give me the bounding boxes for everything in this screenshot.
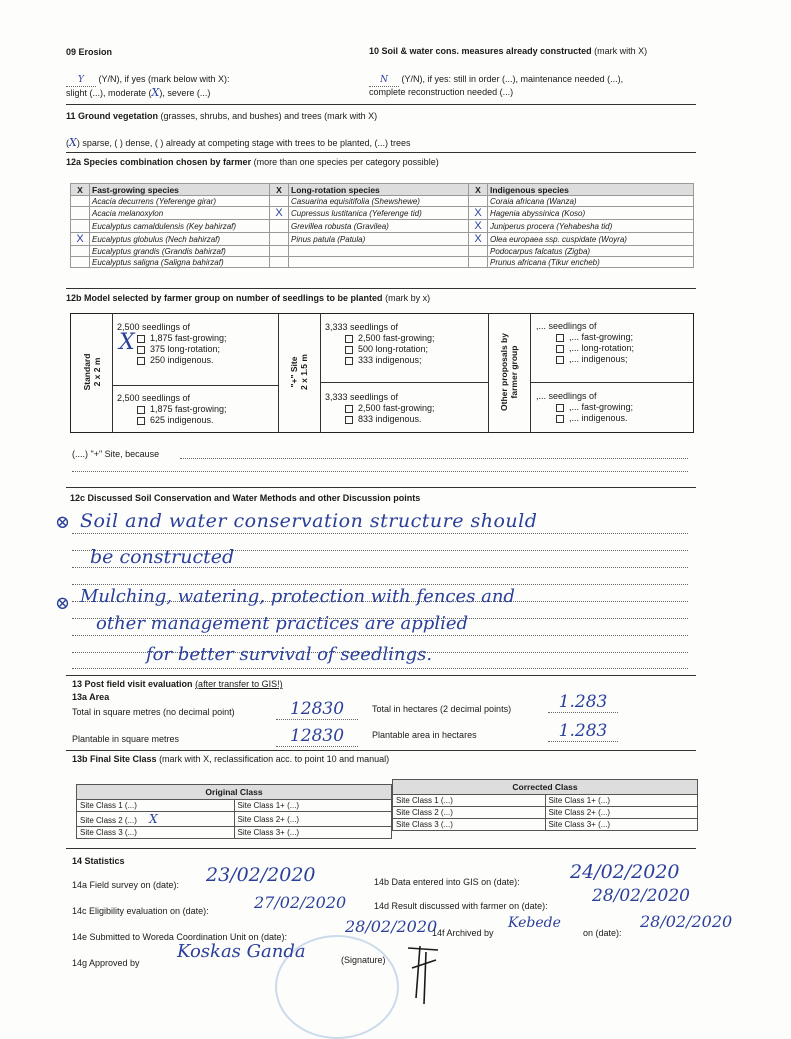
- divider: [66, 750, 696, 751]
- orig-class-2-mark: X: [149, 812, 158, 826]
- divider: [66, 288, 696, 289]
- eligibility-date[interactable]: 27/02/2020: [254, 893, 347, 912]
- sparse-mark[interactable]: X: [69, 136, 77, 149]
- archived-by-name[interactable]: Kebede: [508, 915, 561, 931]
- post-field-title: 13 Post field visit evaluation (after transfer to GIS!): [72, 679, 283, 689]
- discussion-title: 12c Discussed Soil Conservation and Water Methods and other Discussion points: [70, 493, 421, 503]
- discussion-line-5[interactable]: for better survival of seedlings.: [146, 644, 433, 665]
- standard-option-1[interactable]: 2,500 seedlings of 1,875 fast-growing; 375 long-rotation; 250 indigenous.: [117, 322, 227, 365]
- table-row: [71, 220, 694, 233]
- statistics-title: 14 Statistics: [72, 856, 125, 866]
- discussion-line-3[interactable]: Mulching, watering, protection with fences and: [80, 586, 515, 607]
- divider: [66, 487, 696, 488]
- corr-class-2[interactable]: Site Class 2 (...): [393, 807, 546, 819]
- soil-water-yn-value[interactable]: N: [369, 75, 399, 87]
- divider: [66, 104, 696, 105]
- species-mark-cell[interactable]: [469, 257, 488, 268]
- orig-class-1[interactable]: Site Class 1 (...): [77, 800, 235, 812]
- species-mark-cell[interactable]: [469, 196, 488, 207]
- corr-class-3[interactable]: Site Class 3 (...): [393, 819, 546, 831]
- plantable-sqm-label: Plantable in square metres: [72, 734, 180, 744]
- divider: [320, 382, 488, 383]
- species-name-cell: Eucalyptus grandis (Grandis bahirzaf): [90, 246, 270, 257]
- writing-line: [72, 584, 688, 585]
- ground-veg-options: (X) sparse, ( ) dense, ( ) already at competing stage with trees to be planted, (...) trees: [66, 136, 411, 149]
- table-row: [393, 795, 698, 807]
- discussion-line-2[interactable]: be constructed: [90, 546, 235, 568]
- table-row: [71, 246, 694, 257]
- model-title: 12b Model selected by farmer group on number of seedlings to be planted (mark by x): [66, 293, 431, 303]
- submitted-date[interactable]: 28/02/2020: [345, 917, 438, 936]
- col-x-long: X: [270, 184, 289, 196]
- table-row: [393, 819, 698, 831]
- table-row: [71, 207, 694, 220]
- corr-class-1[interactable]: Site Class 1 (...): [393, 795, 546, 807]
- species-name-cell: [289, 257, 469, 268]
- area-subtitle: 13a Area: [72, 692, 110, 702]
- table-row: [77, 800, 392, 812]
- species-mark-cell[interactable]: [71, 196, 90, 207]
- species-name-cell: Acacia decurrens (Yeferenge girar): [90, 196, 270, 207]
- species-mark-cell[interactable]: [71, 246, 90, 257]
- header-indigenous: Indigenous species: [488, 184, 694, 196]
- writing-line: [72, 668, 688, 669]
- total-sqm-value[interactable]: 12830: [276, 699, 358, 720]
- species-name-cell: Podocarpus falcatus (Zigba): [488, 246, 694, 257]
- plantable-sqm-value[interactable]: 12830: [276, 726, 358, 747]
- bullet-1: ⊗: [55, 512, 71, 533]
- species-mark-cell[interactable]: [71, 257, 90, 268]
- gis-entry-date[interactable]: 24/02/2020: [570, 861, 680, 883]
- archived-date[interactable]: 28/02/2020: [640, 912, 733, 931]
- corr-class-3plus[interactable]: Site Class 3+ (...): [545, 819, 698, 831]
- table-row: [71, 196, 694, 207]
- species-name-cell: Coraia africana (Wanza): [488, 196, 694, 207]
- standard-option-1-mark: X: [119, 330, 135, 355]
- col-x-indigenous: X: [469, 184, 488, 196]
- species-mark-cell[interactable]: [270, 233, 289, 246]
- writing-line: [72, 533, 688, 534]
- plus-site-option-2[interactable]: 3,333 seedlings of 2,500 fast-growing; 833 indigenous.: [325, 392, 435, 424]
- corrected-class-table: [392, 779, 698, 831]
- species-name-cell: Prunus africana (Tikur encheb): [488, 257, 694, 268]
- divider: [66, 152, 696, 153]
- species-table: [70, 183, 694, 268]
- table-row: [393, 807, 698, 819]
- standard-option-2[interactable]: 2,500 seedlings of 1,875 fast-growing; 625 indigenous.: [117, 393, 227, 425]
- species-name-cell: Eucalyptus globulus (Nech bahirzaf): [90, 233, 270, 246]
- original-class-header: Original Class: [77, 785, 392, 800]
- erosion-severe-label: ), severe (...): [159, 88, 211, 98]
- table-row: [77, 827, 392, 839]
- original-class-table: [76, 784, 392, 839]
- orig-class-1plus[interactable]: Site Class 1+ (...): [234, 800, 392, 812]
- approved-label: 14g Approved by: [72, 958, 140, 968]
- soil-water-line2: complete reconstruction needed (...): [369, 87, 514, 97]
- orig-class-3plus[interactable]: Site Class 3+ (...): [234, 827, 392, 839]
- species-mark-cell[interactable]: X: [71, 233, 90, 246]
- signature-label: (Signature): [341, 955, 386, 965]
- table-row: [77, 812, 392, 827]
- species-name-cell: Olea europaea ssp. cuspidate (Woyra): [488, 233, 694, 246]
- total-sqm-label: Total in square metres (no decimal point): [72, 707, 235, 717]
- orig-class-3[interactable]: Site Class 3 (...): [77, 827, 235, 839]
- plantable-ha-value[interactable]: 1.283: [548, 721, 618, 742]
- species-name-cell: Acacia melanoxylon: [90, 207, 270, 220]
- archived-label: 14f Archived by: [432, 928, 494, 938]
- soil-water-title: 10 Soil & water cons. measures already constructed (mark with X): [369, 46, 648, 56]
- approved-by-name[interactable]: Koskas Ganda: [177, 941, 306, 962]
- because-line[interactable]: [180, 458, 688, 459]
- orig-class-2[interactable]: Site Class 2 (...) X: [77, 812, 235, 827]
- soil-water-line1: [369, 74, 623, 87]
- species-mark-cell[interactable]: [270, 246, 289, 257]
- writing-line: [72, 635, 688, 636]
- species-name-cell: Hagenia abyssinica (Koso): [488, 207, 694, 220]
- erosion-line1: [66, 74, 230, 87]
- ground-veg-title: 11 Ground vegetation (grasses, shrubs, and bushes) and trees (mark with X): [66, 111, 378, 121]
- species-name-cell: Eucalyptus camaldulensis (Key bahirzaf): [90, 220, 270, 233]
- field-survey-label: 14a Field survey on (date):: [72, 880, 180, 890]
- erosion-degree-label: slight (...), moderate (: [66, 88, 152, 98]
- erosion-moderate-mark[interactable]: X: [151, 86, 160, 99]
- plus-site-label: "+" Site 2 x 1.5 m: [289, 354, 309, 390]
- divider: [112, 385, 278, 386]
- total-ha-label: Total in hectares (2 decimal points): [372, 704, 512, 714]
- submitted-label: 14e Submitted to Woreda Coordination Unit on (date):: [72, 932, 287, 942]
- divider: [278, 313, 279, 433]
- species-mark-cell[interactable]: [270, 196, 289, 207]
- species-name-cell: Casuarina equisitifolia (Shewshewe): [289, 196, 469, 207]
- header-fast-growing: Fast-growing species: [90, 184, 270, 196]
- gis-entry-label: 14b Data entered into GIS on (date):: [374, 877, 520, 887]
- erosion-title: 09 Erosion: [66, 47, 113, 57]
- species-mark-cell[interactable]: X: [469, 207, 488, 220]
- plantable-ha-label: Plantable area in hectares: [372, 730, 477, 740]
- orig-class-2plus[interactable]: Site Class 2+ (...): [234, 812, 392, 827]
- species-mark-cell[interactable]: [71, 207, 90, 220]
- result-discussed-label: 14d Result discussed with farmer on (date):: [374, 901, 548, 911]
- erosion-yn-value[interactable]: Y: [66, 75, 96, 87]
- species-name-cell: Grevillea robusta (Gravilea): [289, 220, 469, 233]
- other-option-2[interactable]: ,... seedlings of ,... fast-growing; ,... indigenous.: [536, 391, 634, 423]
- divider: [530, 382, 694, 383]
- table-row: [71, 233, 694, 246]
- other-proposals-label: Other proposals by farmer group: [499, 333, 519, 411]
- erosion-line2: [66, 87, 210, 99]
- bullet-2: ⊗: [55, 593, 71, 614]
- col-x-fast: X: [71, 184, 90, 196]
- soil-water-yn-label: (Y/N), if yes: still in order (...), maintenance needed (...),: [401, 74, 624, 84]
- species-name-cell: Eucalyptus saligna (Saligna bahirzaf): [90, 257, 270, 268]
- divider: [66, 848, 696, 849]
- species-mark-cell[interactable]: X: [469, 233, 488, 246]
- corrected-class-header: Corrected Class: [393, 780, 698, 795]
- discussion-line-1[interactable]: Soil and water conservation structure should: [80, 510, 538, 532]
- species-name-cell: [289, 246, 469, 257]
- archived-on-label: on (date):: [583, 928, 622, 938]
- table-row: [71, 257, 694, 268]
- erosion-yn-label: (Y/N), if yes (mark below with X):: [98, 74, 230, 84]
- species-mark-cell[interactable]: [469, 246, 488, 257]
- discussion-line-4[interactable]: other management practices are applied: [96, 613, 469, 634]
- divider: [320, 313, 321, 433]
- species-mark-cell[interactable]: [270, 257, 289, 268]
- standard-label: Standard 2 x 2 m: [82, 353, 102, 391]
- species-mark-cell[interactable]: [270, 220, 289, 233]
- signature-mark: [398, 938, 448, 1008]
- species-name-cell: Pinus patula (Patula): [289, 233, 469, 246]
- divider: [66, 675, 696, 676]
- species-mark-cell[interactable]: X: [469, 220, 488, 233]
- field-survey-date[interactable]: 23/02/2020: [206, 864, 316, 886]
- species-title: 12a Species combination chosen by farmer (more than one species per category possible): [66, 157, 439, 167]
- site-class-title: 13b Final Site Class (mark with X, reclassification acc. to point 10 and manual): [72, 754, 390, 764]
- species-name-cell: Cupressus lustitanica (Yeferenge tid): [289, 207, 469, 220]
- result-discussed-date[interactable]: 28/02/2020: [592, 886, 690, 906]
- divider: [488, 313, 489, 433]
- because-line-2[interactable]: [72, 471, 688, 472]
- total-ha-value[interactable]: 1.283: [548, 692, 618, 713]
- species-name-cell: Juniperus procera (Yehabesha tid): [488, 220, 694, 233]
- species-mark-cell[interactable]: X: [270, 207, 289, 220]
- divider: [112, 313, 113, 433]
- corr-class-1plus[interactable]: Site Class 1+ (...): [545, 795, 698, 807]
- corr-class-2plus[interactable]: Site Class 2+ (...): [545, 807, 698, 819]
- plus-site-option-1[interactable]: 3,333 seedlings of 2,500 fast-growing; 500 long-rotation; 333 indigenous;: [325, 322, 435, 365]
- eligibility-label: 14c Eligibility evaluation on (date):: [72, 906, 209, 916]
- divider: [530, 313, 531, 433]
- species-mark-cell[interactable]: [71, 220, 90, 233]
- other-option-1[interactable]: ,... seedlings of ,... fast-growing; ,... long-rotation; ,... indigenous;: [536, 321, 635, 364]
- header-long-rotation: Long-rotation species: [289, 184, 469, 196]
- plus-site-because-label: (....) "+" Site, because: [72, 449, 160, 459]
